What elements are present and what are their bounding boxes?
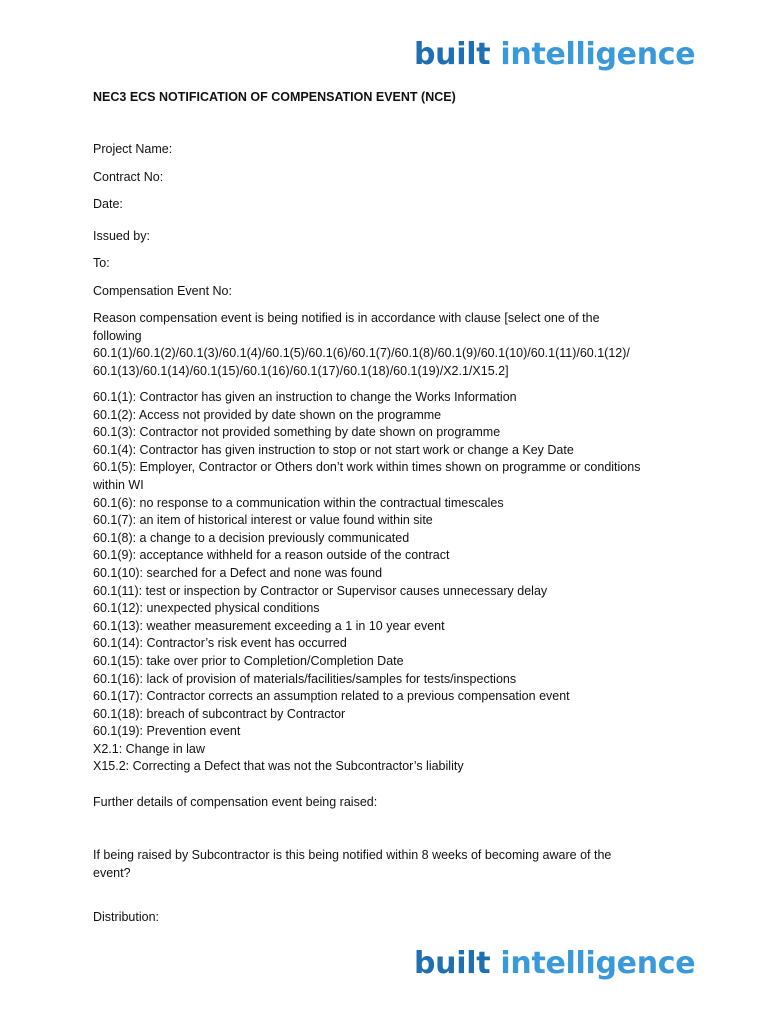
clause-item: 60.1(5): Employer, Contractor or Others don’t work within times shown on programme or conditions [93, 460, 641, 475]
clause-item: within WI [93, 477, 144, 492]
brand-word-built: built [414, 37, 491, 72]
clause-item: 60.1(13): weather measurement exceeding a 1 in 10 year event [93, 618, 445, 633]
clause-item: 60.1(1): Contractor has given an instruction to change the Works Information [93, 390, 517, 404]
question-line: If being raised by Subcontractor is this being notified within 8 weeks of becoming aware of the [93, 848, 612, 862]
clause-item: 60.1(18): breach of subcontract by Contractor [93, 706, 346, 721]
clause-item: 60.1(12): unexpected physical conditions [93, 601, 320, 616]
clause-list [93, 389, 683, 776]
document-title: NEC3 ECS NOTIFICATION OF COMPENSATION EVENT (NCE) [93, 90, 456, 104]
clause-item: X15.2: Correcting a Defect that was not the Subcontractor’s liability [93, 759, 464, 774]
reason-line: following [93, 328, 142, 343]
clause-item: 60.1(16): lack of provision of materials/facilities/samples for tests/inspections [93, 671, 517, 686]
field-project-name: Project Name: [93, 142, 173, 156]
clause-item: 60.1(7): an item of historical interest or value found within site [93, 513, 433, 528]
field-contract-no: Contract No: [93, 170, 164, 184]
distribution-label: Distribution: [93, 910, 159, 924]
brand-word-intelligence: intelligence [500, 946, 696, 981]
brand-word-intelligence: intelligence [500, 37, 696, 72]
field-to: To: [93, 256, 110, 270]
clause-item: 60.1(2): Access not provided by date shown on the programme [93, 407, 442, 422]
clause-item: 60.1(11): test or inspection by Contractor or Supervisor causes unnecessary delay [93, 583, 548, 598]
field-date: Date: [93, 197, 123, 211]
clause-item: 60.1(15): take over prior to Completion/Completion Date [93, 653, 404, 668]
subcontractor-question [93, 847, 683, 882]
reason-paragraph [93, 310, 683, 380]
question-line: event? [93, 865, 131, 880]
clause-item: 60.1(10): searched for a Defect and none was found [93, 565, 383, 580]
clause-item: 60.1(9): acceptance withheld for a reason outside of the contract [93, 548, 450, 563]
clause-item: 60.1(17): Contractor corrects an assumption related to a previous compensation event [93, 689, 570, 704]
brand-logo-top [414, 37, 695, 73]
clause-item: X2.1: Change in law [93, 741, 205, 756]
brand-word-built: built [414, 946, 491, 981]
clause-item: 60.1(8): a change to a decision previously communicated [93, 530, 410, 545]
reason-line: Reason compensation event is being notified is in accordance with clause [select one of the [93, 311, 600, 325]
clause-item: 60.1(4): Contractor has given instruction to stop or not start work or change a Key Date [93, 442, 574, 457]
reason-line: 60.1(1)/60.1(2)/60.1(3)/60.1(4)/60.1(5)/60.1(6)/60.1(7)/60.1(8)/60.1(9)/60.1(10)/60.1(11)/60.1(12)/ [93, 346, 630, 361]
brand-logo-bottom [414, 946, 695, 982]
field-issued-by: Issued by: [93, 229, 150, 243]
field-compensation-event-no: Compensation Event No: [93, 284, 232, 298]
clause-item: 60.1(6): no response to a communication within the contractual timescales [93, 495, 504, 510]
clause-item: 60.1(14): Contractor’s risk event has occurred [93, 636, 347, 651]
further-details-label: Further details of compensation event being raised: [93, 795, 378, 809]
clause-item: 60.1(19): Prevention event [93, 724, 241, 739]
reason-line: 60.1(13)/60.1(14)/60.1(15)/60.1(16)/60.1(17)/60.1(18)/60.1(19)/X2.1/X15.2] [93, 363, 509, 378]
clause-item: 60.1(3): Contractor not provided something by date shown on programme [93, 425, 501, 440]
